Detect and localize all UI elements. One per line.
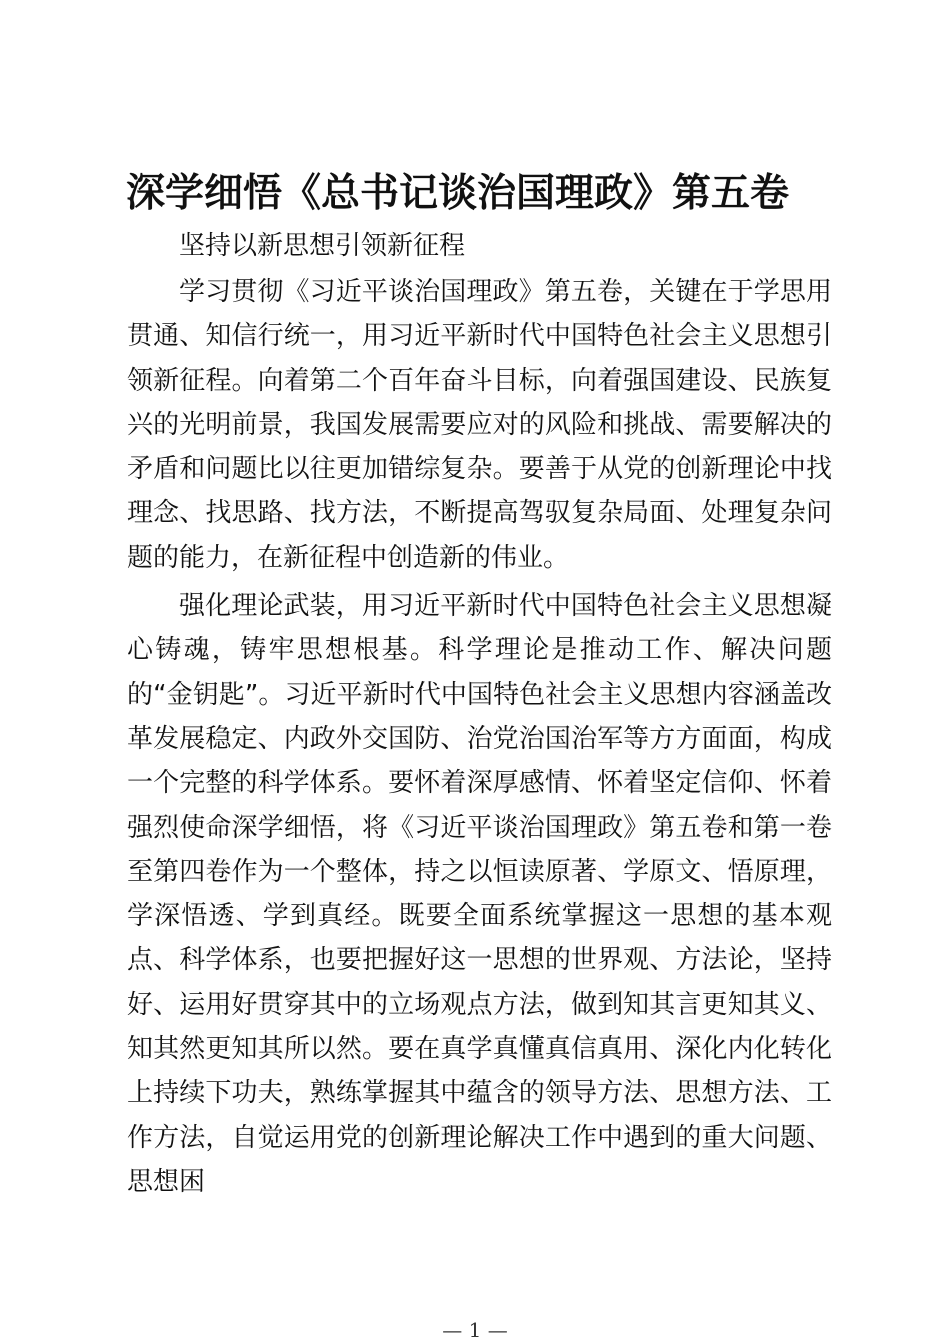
paragraph-2: 强化理论武装，用习近平新时代中国特色社会主义思想凝心铸魂，铸牢思想根基。科学理论是推动工作、解决问题的“金钥匙”。习近平新时代中国特色社会主义思想内容涵盖改革发展稳定、内政外交国防、治党治国治军等方方面面，构成一个完整的科学体系。要怀着深厚感情、怀着坚定信仰、怀着强烈使命深学细悟，将《习近平谈治国理政》第五卷和第一卷至第四卷作为一个整体，持之以恒读原著、学原文、悟原理，学深悟透、学到真经。既要全面系统掌握这一思想的基本观点、科学体系，也要把握好这一思想的世界观、方法论，坚持好、运用好贯穿其中的立场观点方法，做到知其言更知其义、知其然更知其所以然。要在真学真懂真信真用、深化内化转化上持续下功夫，熟练掌握其中蕴含的领导方法、思想方法、工作方法，自觉运用党的创新理论解决工作中遇到的重大问题、思想困	[127, 591, 832, 1197]
document-subtitle: 坚持以新思想引领新征程	[179, 231, 466, 261]
document-title: 深学细悟《总书记谈治国理政》第五卷	[126, 170, 790, 216]
paragraph-1: 学习贯彻《习近平谈治国理政》第五卷，关键在于学思用贯通、知信行统一，用习近平新时代中国特色社会主义思想引领新征程。向着第二个百年奋斗目标，向着强国建设、民族复兴的光明前景，我国发展需要应对的风险和挑战、需要解决的矛盾和问题比以往更加错综复杂。要善于从党的创新理论中找理念、找思路、找方法，不断提高驾驭复杂局面、处理复杂问题的能力，在新征程中创造新的伟业。	[127, 277, 832, 573]
document-body	[127, 222, 832, 1204]
page-number: — 1 —	[442, 1318, 508, 1342]
